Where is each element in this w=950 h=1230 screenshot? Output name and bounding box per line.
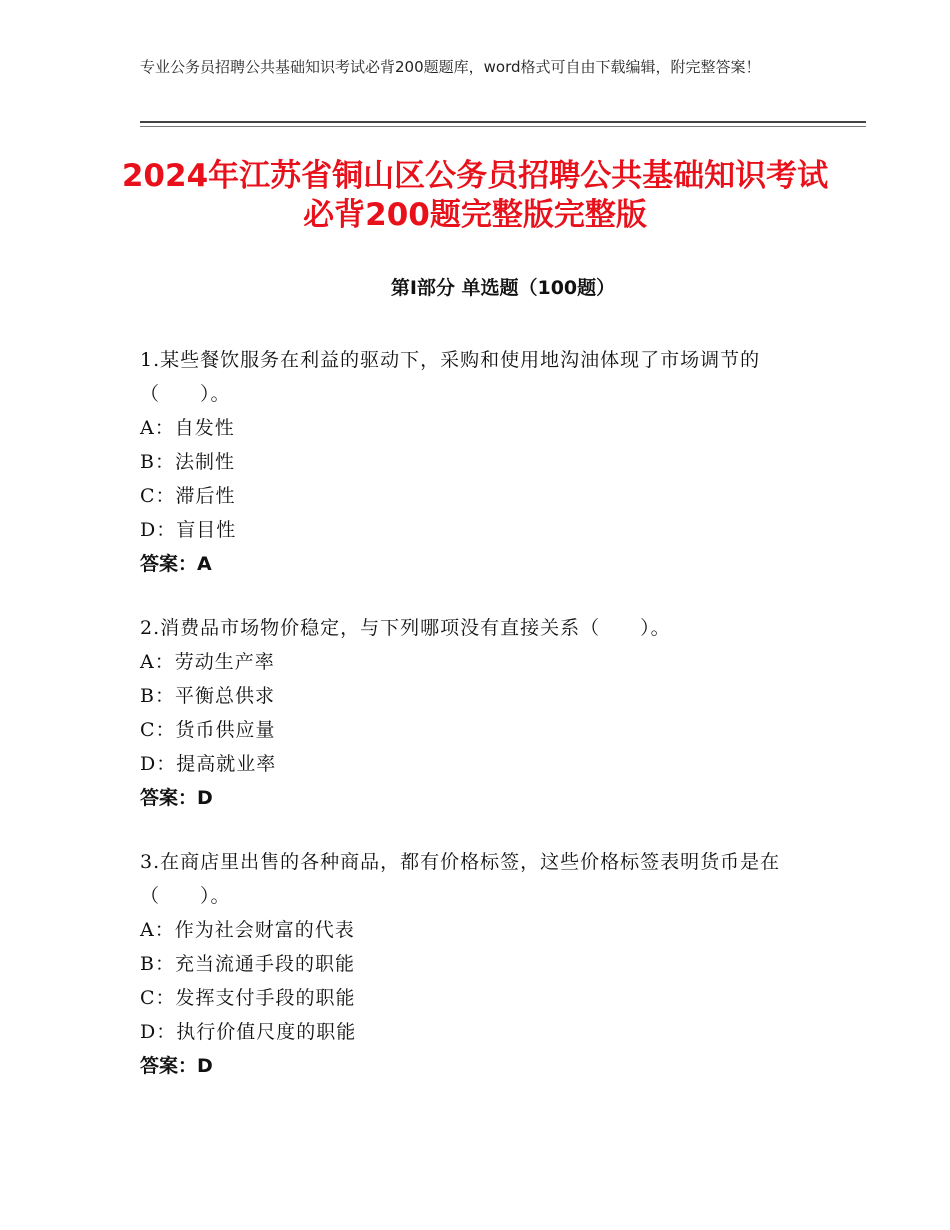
question-stem: 1.某些餐饮服务在利益的驱动下，采购和使用地沟油体现了市场调节的（ ）。 [140, 349, 761, 405]
option-b: B：平衡总供求 [140, 685, 275, 707]
question-stem: 3.在商店里出售的各种商品，都有价格标签，这些价格标签表明货币是在（ ）。 [140, 851, 781, 907]
question-list [140, 343, 830, 1113]
option-d: D：盲目性 [140, 519, 237, 541]
option-c: C：发挥支付手段的职能 [140, 987, 356, 1009]
document-title: 2024年江苏省铜山区公务员招聘公共基础知识考试必背200题完整版完整版 [121, 158, 829, 233]
header-divider [140, 121, 866, 123]
option-d: D：提高就业率 [140, 753, 277, 775]
option-c: C：货币供应量 [140, 719, 276, 741]
section-heading: 第I部分 单选题（100题） [390, 277, 616, 299]
question-item [140, 611, 830, 815]
question-answer: 答案：D [140, 1055, 213, 1077]
question-answer: 答案：A [140, 553, 212, 575]
header-divider-thin [140, 126, 866, 127]
option-b: B：充当流通手段的职能 [140, 953, 355, 975]
option-c: C：滞后性 [140, 485, 236, 507]
question-item [140, 343, 830, 581]
question-item [140, 845, 830, 1083]
question-stem: 2.消费品市场物价稳定，与下列哪项没有直接关系（ ）。 [140, 617, 671, 639]
option-d: D：执行价值尺度的职能 [140, 1021, 357, 1043]
question-answer: 答案：D [140, 787, 213, 809]
option-b: B：法制性 [140, 451, 235, 473]
option-a: A：自发性 [140, 417, 235, 439]
header-note: 专业公务员招聘公共基础知识考试必背200题题库，word格式可自由下载编辑，附完整答案！ [140, 58, 761, 76]
option-a: A：劳动生产率 [140, 651, 275, 673]
option-a: A：作为社会财富的代表 [140, 919, 355, 941]
